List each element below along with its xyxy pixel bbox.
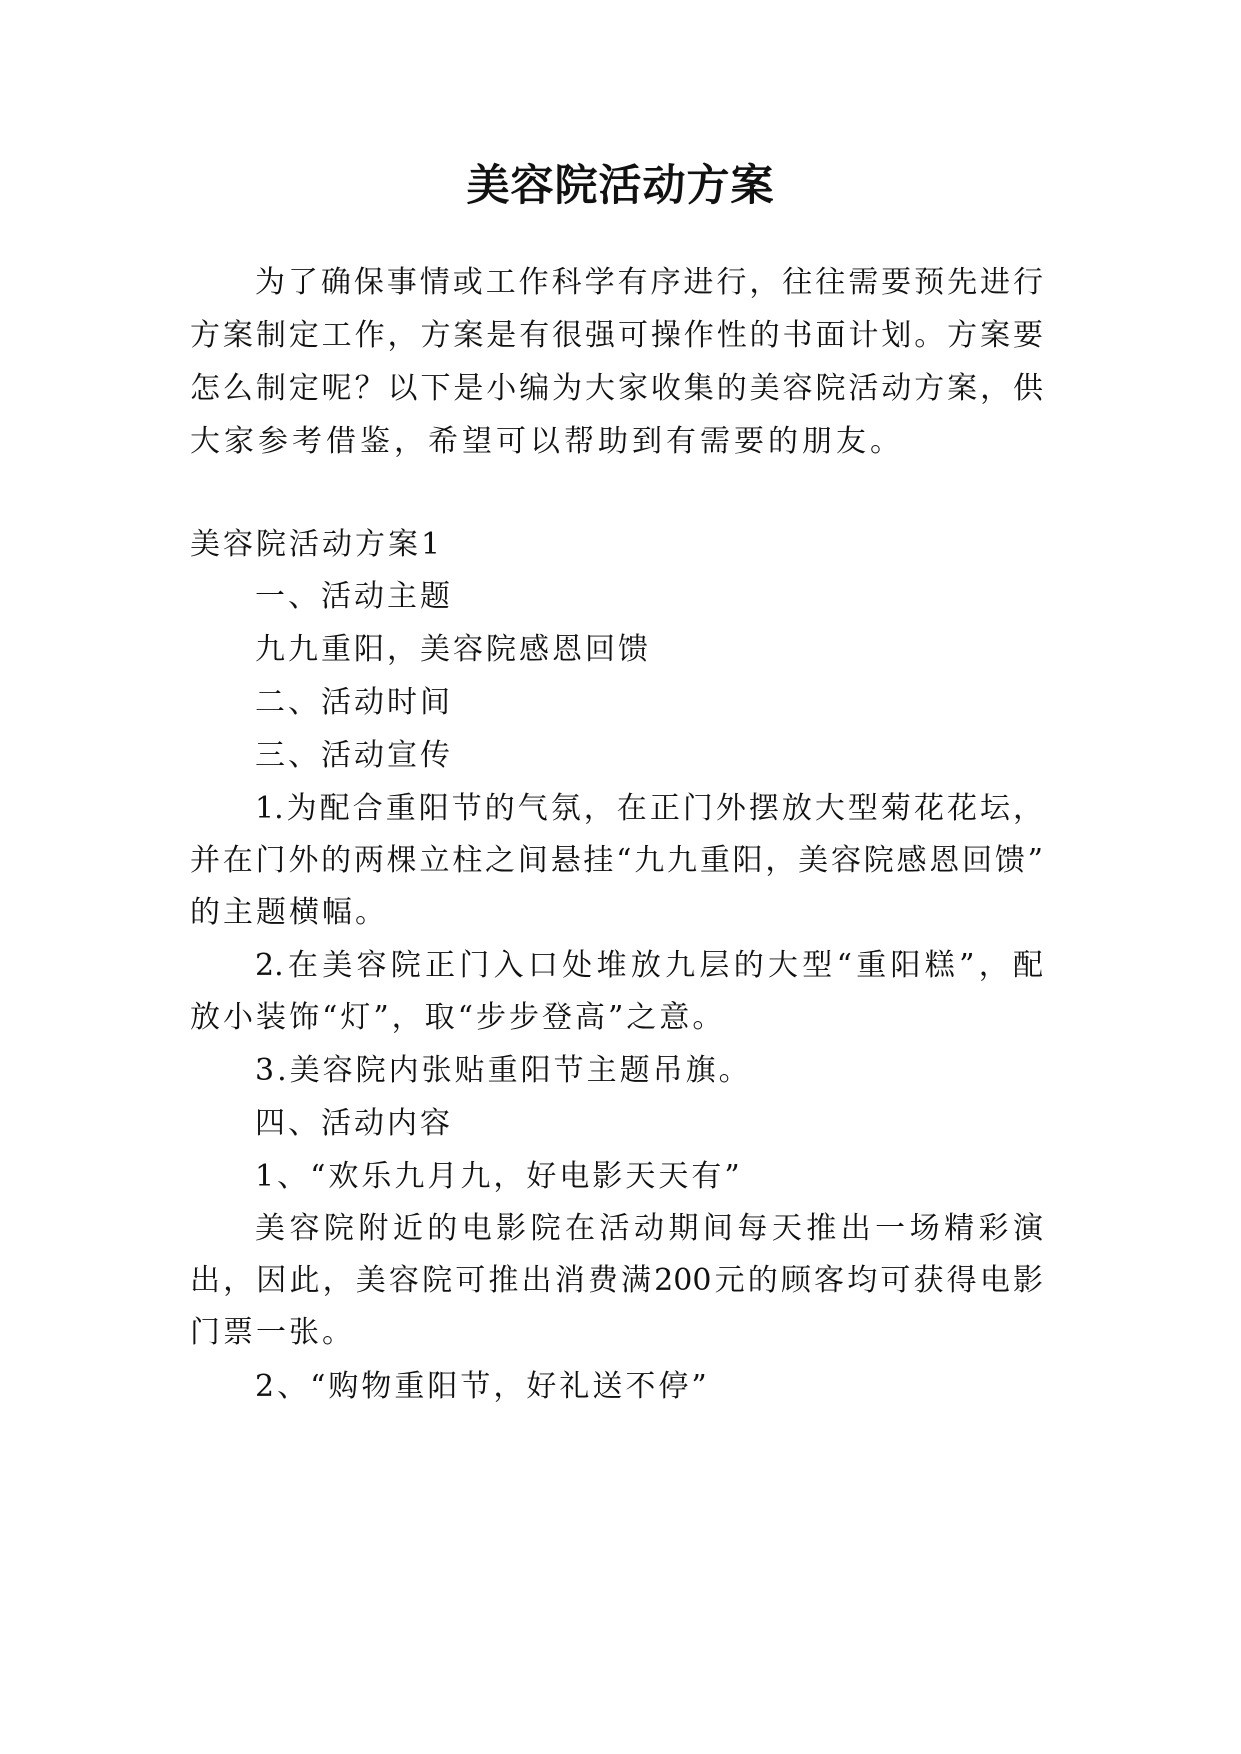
body-line: 出，因此，美容院可推出消费满200元的顾客均可获得电影 bbox=[190, 1263, 1043, 1298]
body-line: 美容院附近的电影院在活动期间每天推出一场精彩演 bbox=[255, 1211, 1043, 1246]
body-line: 的主题横幅。 bbox=[190, 895, 388, 930]
subheading-2: 2、“购物重阳节，好礼送不停” bbox=[255, 1369, 710, 1404]
activity-theme-text: 九九重阳，美容院感恩回馈 bbox=[255, 632, 651, 667]
body-line: 放小装饰“灯”，取“步步登高”之意。 bbox=[190, 1000, 726, 1035]
heading-activity-content: 四、活动内容 bbox=[255, 1106, 453, 1141]
section-heading: 美容院活动方案1 bbox=[190, 527, 444, 562]
heading-activity-time: 二、活动时间 bbox=[255, 685, 453, 720]
body-line: 2.在美容院正门入口处堆放九层的大型“重阳糕”，配 bbox=[255, 948, 1043, 983]
document-title: 美容院活动方案 bbox=[466, 161, 775, 211]
intro-line-2: 方案制定工作，方案是有很强可操作性的书面计划。方案要 bbox=[190, 318, 1043, 353]
intro-line-3: 怎么制定呢？以下是小编为大家收集的美容院活动方案，供 bbox=[190, 371, 1043, 406]
intro-line-1: 为了确保事情或工作科学有序进行，往往需要预先进行 bbox=[255, 265, 1043, 300]
body-line: 3.美容院内张贴重阳节主题吊旗。 bbox=[255, 1053, 752, 1088]
subheading-1: 1、“欢乐九月九，好电影天天有” bbox=[255, 1159, 743, 1194]
heading-activity-promotion: 三、活动宣传 bbox=[255, 738, 453, 773]
intro-line-4: 大家参考借鉴，希望可以帮助到有需要的朋友。 bbox=[190, 424, 904, 459]
body-line: 1.为配合重阳节的气氛，在正门外摆放大型菊花花坛， bbox=[255, 791, 1043, 826]
body-line: 并在门外的两棵立柱之间悬挂“九九重阳，美容院感恩回馈” bbox=[190, 843, 1043, 878]
heading-activity-theme: 一、活动主题 bbox=[255, 579, 453, 614]
body-line: 门票一张。 bbox=[190, 1315, 355, 1350]
